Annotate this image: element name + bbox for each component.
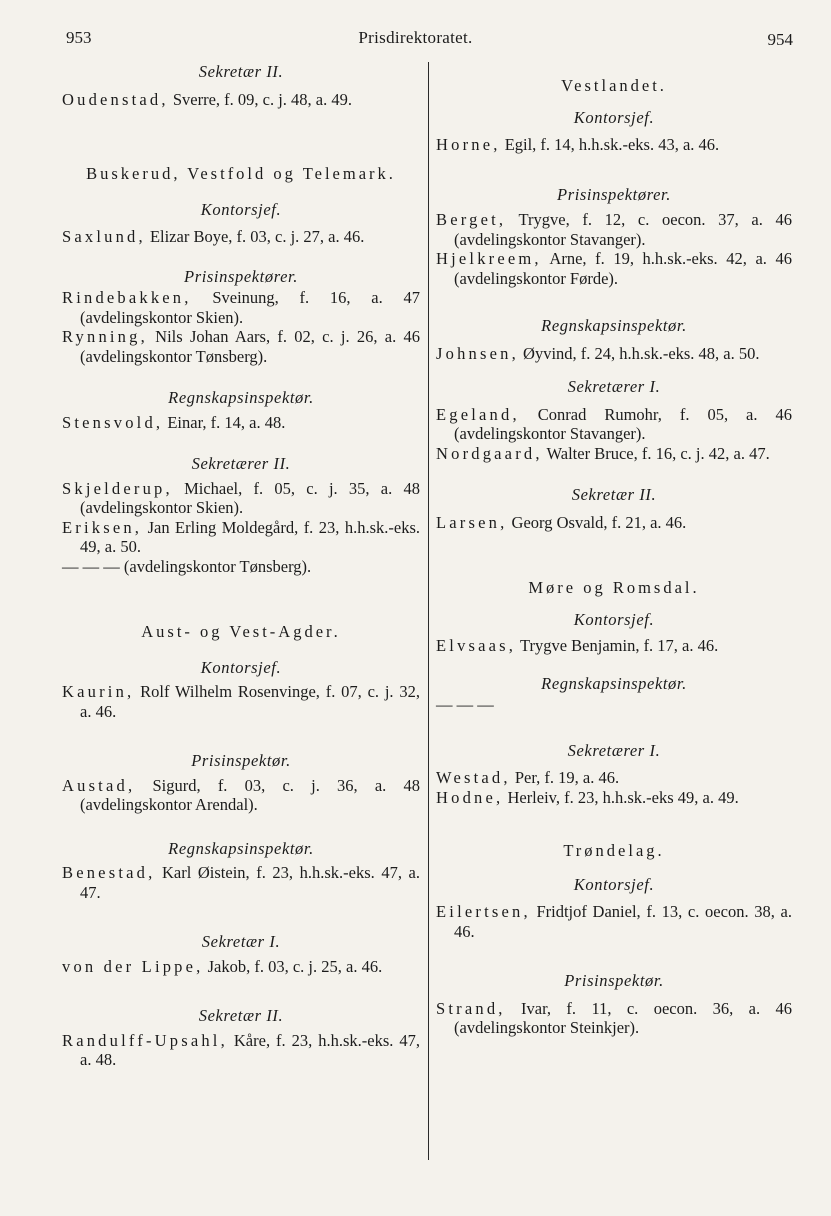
entry	[436, 444, 792, 464]
entry-details: Sverre, f. 09, c. j. 48, a. 49.	[168, 89, 352, 109]
entry-name: Austad,	[62, 775, 136, 795]
entry-details: Arne, f. 19, h.h.sk.-eks. 42, a. 46 (avdelingskontor Førde).	[454, 249, 792, 288]
section-heading: Kontorsjef.	[200, 657, 282, 677]
entry-details: Conrad Rumohr, f. 05, a. 46 (avdelingskontor Stavanger).	[454, 404, 792, 443]
section-heading: Kontorsjef.	[573, 874, 655, 894]
right-page-number: 954	[767, 30, 793, 49]
entry-details: Trygve, f. 12, c. oecon. 37, a. 46 (avdelingskontor Stavanger).	[454, 210, 792, 249]
entry-name: von der Lippe,	[62, 956, 204, 976]
entry-details: Øyvind, f. 24, h.h.sk.-eks. 48, a. 50.	[518, 343, 760, 363]
entry	[436, 249, 792, 288]
entry	[62, 682, 420, 721]
section-heading: Kontorsjef.	[573, 107, 655, 127]
entry-name: Rynning,	[62, 327, 148, 346]
entry-details: Georg Osvald, f. 21, a. 46.	[507, 512, 687, 532]
entry-name: Stensvold,	[62, 412, 164, 432]
entry	[62, 518, 420, 557]
entry	[62, 1031, 420, 1070]
entry-name: Johnsen,	[436, 343, 519, 363]
entry-name: Horne,	[436, 135, 501, 154]
entry-name: Rindebakken,	[62, 288, 192, 307]
entry	[62, 863, 420, 902]
entry	[436, 513, 792, 533]
entry	[62, 227, 420, 247]
entry-name: Westad,	[436, 768, 511, 787]
entry	[436, 695, 792, 715]
entry-details: — — — (avdelingskontor Tønsberg).	[62, 556, 312, 576]
entry-name: Elvsaas,	[436, 636, 517, 655]
page-header	[0, 28, 831, 54]
entry-details: Nils Johan Aars, f. 02, c. j. 26, a. 46 (avdelingskontor Tønsberg).	[80, 327, 420, 366]
section-heading: Sekretærer II.	[191, 454, 291, 473]
section-heading: Sekretær II.	[571, 485, 657, 504]
section-heading: Sekretær II.	[198, 62, 284, 81]
section-heading: Sekretær I.	[201, 932, 281, 951]
section-heading: Prisinspektører.	[184, 266, 298, 286]
region-heading: Vestlandet.	[561, 76, 667, 95]
entry-details: Sigurd, f. 03, c. j. 36, a. 48 (avdelingskontor Arendal).	[80, 775, 420, 814]
entry-details: Einar, f. 14, a. 48.	[163, 412, 286, 432]
entry-name: Randulff-Upsahl,	[62, 1030, 228, 1050]
entry-details: Egil, f. 14, h.h.sk.-eks. 43, a. 46.	[500, 135, 720, 154]
entry	[62, 90, 420, 110]
running-title: Prisdirektoratet.	[358, 28, 473, 47]
left-page-number: 953	[66, 28, 92, 47]
region-heading: Møre og Romsdal.	[528, 578, 700, 597]
right-column	[436, 76, 792, 1038]
entry-name: Nordgaard,	[436, 443, 543, 463]
section-heading: Sekretærer I.	[567, 740, 661, 760]
section-heading: Regnskapsinspektør.	[541, 316, 687, 335]
entry-details: Elizar Boye, f. 03, c. j. 27, a. 46.	[145, 227, 365, 246]
entry-details: Fridtjof Daniel, f. 13, c. oecon. 38, a. 46.	[454, 902, 792, 941]
section-heading: Prisinspektør.	[191, 751, 291, 770]
section-heading: Kontorsjef.	[200, 199, 282, 219]
entry-details: Karl Øistein, f. 23, h.h.sk.-eks. 47, a. 47.	[80, 863, 420, 902]
entry	[62, 957, 420, 977]
entry-name: Kaurin,	[62, 682, 135, 701]
entry-details: Herleiv, f. 23, h.h.sk.-eks 49, a. 49.	[503, 787, 739, 807]
entry	[62, 327, 420, 366]
entry-details: Walter Bruce, f. 16, c. j. 42, a. 47.	[542, 443, 770, 463]
entry	[436, 135, 792, 155]
entry	[436, 210, 792, 249]
section-heading: Sekretær II.	[198, 1006, 284, 1025]
entry-name: Eriksen,	[62, 517, 143, 537]
section-heading: Regnskapsinspektør.	[541, 673, 687, 693]
entry	[62, 557, 420, 577]
section-heading: Prisinspektører.	[557, 184, 671, 204]
entry-name: Strand,	[436, 998, 506, 1018]
section-heading: Kontorsjef.	[573, 609, 655, 629]
entry-name: Skjelderup,	[62, 478, 173, 498]
entry-details: Trygve Benjamin, f. 17, a. 46.	[516, 636, 719, 655]
entry-details: Jakob, f. 03, c. j. 25, a. 46.	[203, 956, 383, 976]
entry	[62, 288, 420, 327]
entry	[436, 405, 792, 444]
entry-name: Benestad,	[62, 863, 156, 882]
entry-name: Hodne,	[436, 787, 504, 807]
entry-details: Per, f. 19, a. 46.	[510, 768, 620, 787]
entry-name: Egeland,	[436, 404, 520, 424]
entry	[436, 768, 792, 788]
entry-details: Kåre, f. 23, h.h.sk.-eks. 47, a. 48.	[80, 1030, 420, 1069]
entry	[436, 344, 792, 364]
section-heading: Regnskapsinspektør.	[168, 838, 314, 858]
entry-details: Ivar, f. 11, c. oecon. 36, a. 46 (avdelingskontor Steinkjer).	[454, 998, 792, 1037]
entry-details: — — —	[436, 695, 494, 714]
section-heading: Sekretærer I.	[567, 377, 661, 396]
region-heading: Aust- og Vest-Agder.	[141, 622, 341, 641]
entry	[62, 479, 420, 518]
entry-details: Michael, f. 05, c. j. 35, a. 48 (avdelingskontor Skien).	[80, 478, 420, 517]
entry-name: Saxlund,	[62, 227, 146, 246]
entry-details: Sveinung, f. 16, a. 47 (avdelingskontor Skien).	[80, 288, 420, 327]
left-column	[62, 62, 420, 1070]
region-heading: Buskerud, Vestfold og Telemark.	[86, 164, 396, 183]
entry-details: Rolf Wilhelm Rosenvinge, f. 07, c. j. 32, a. 46.	[80, 682, 420, 721]
entry-name: Hjelkreem,	[436, 249, 542, 268]
column-divider	[428, 62, 429, 1160]
entry	[436, 902, 792, 941]
entry-details: Jan Erling Moldegård, f. 23, h.h.sk.-eks. 49, a. 50.	[80, 517, 420, 556]
entry-name: Eilertsen,	[436, 902, 531, 921]
entry-name: Berget,	[436, 210, 507, 229]
entry	[436, 788, 792, 808]
entry	[436, 999, 792, 1038]
entry	[436, 636, 792, 656]
region-heading: Trøndelag.	[563, 841, 665, 860]
section-heading: Prisinspektør.	[564, 971, 664, 990]
section-heading: Regnskapsinspektør.	[168, 388, 314, 407]
entry-name: Oudenstad,	[62, 89, 169, 109]
entry	[62, 776, 420, 815]
entry	[62, 413, 420, 433]
entry-name: Larsen,	[436, 512, 508, 532]
